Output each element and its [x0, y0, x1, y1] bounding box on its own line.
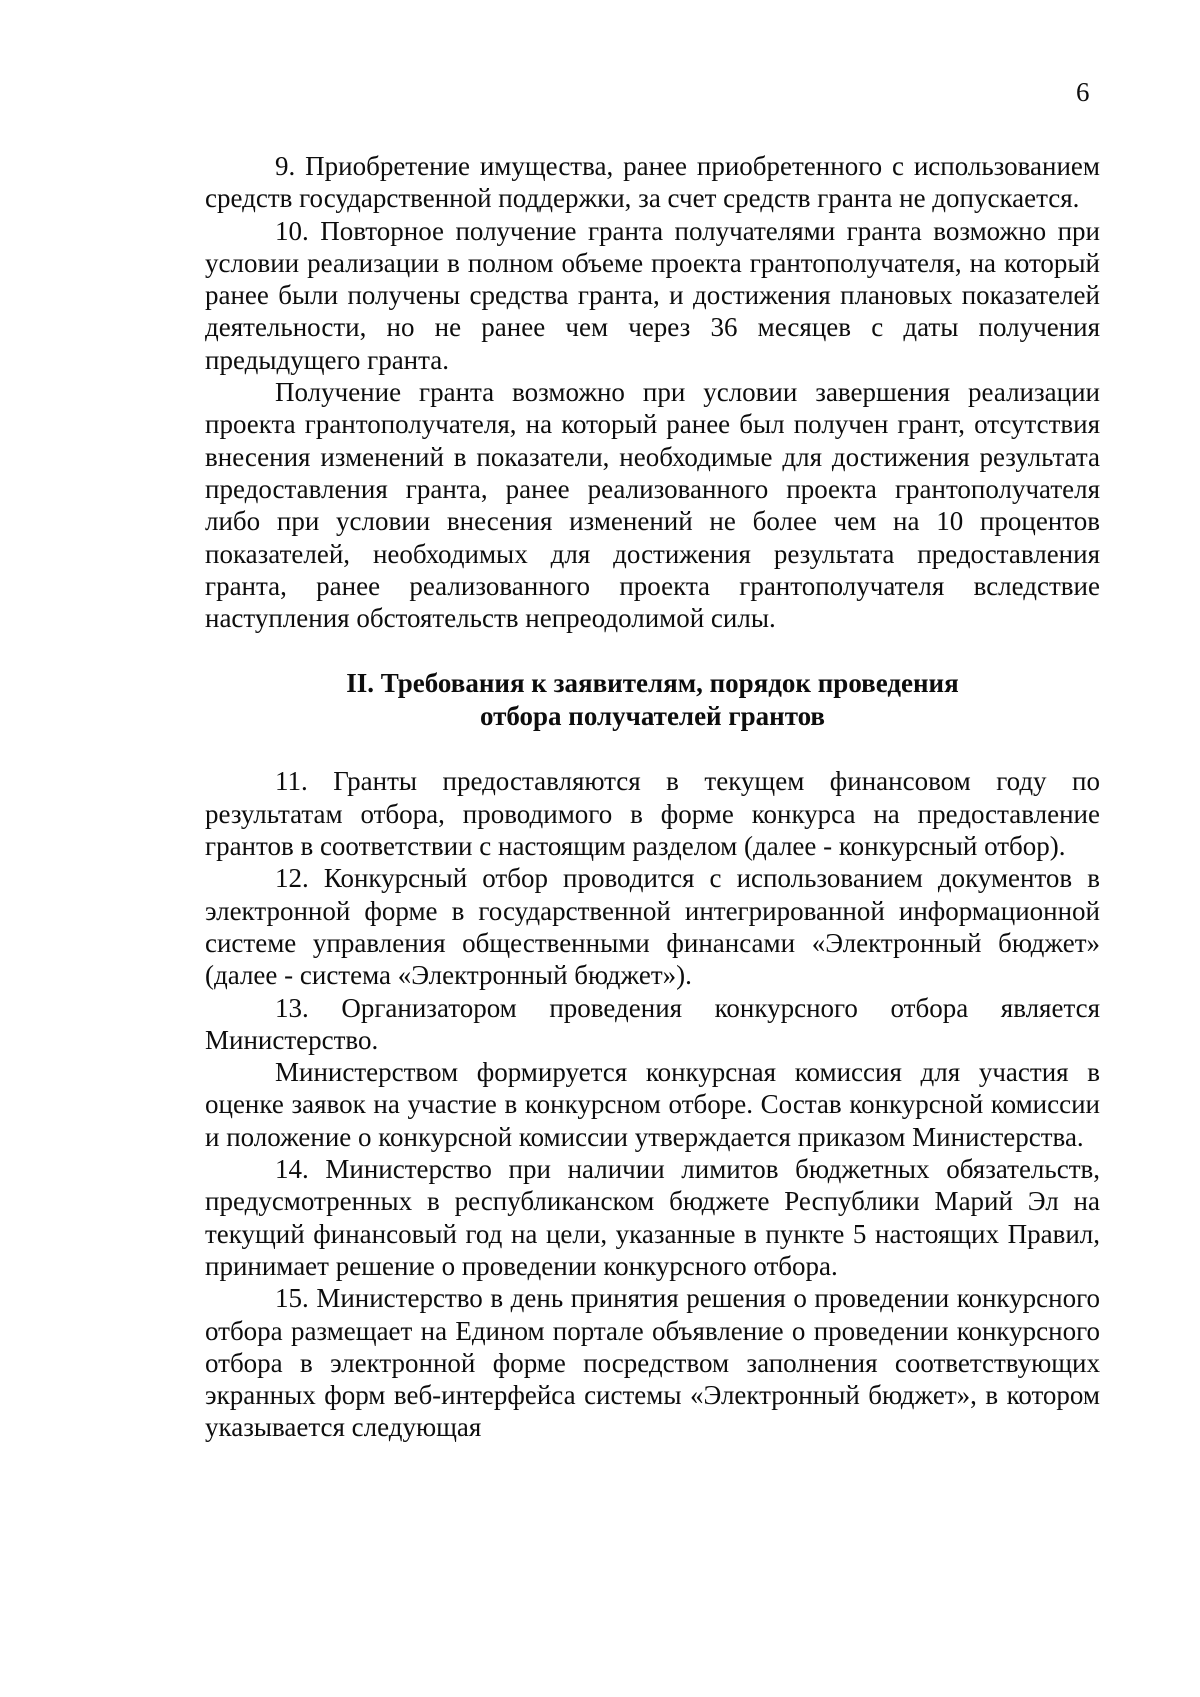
paragraph-14: 14. Министерство при наличии лимитов бюджетных обязательств, предусмотренных в республиканском бюджете Республики Марий Эл на текущий финансовый год на цели, указанные в пункте 5 настоящих Правил, принимает решение о проведении конкурсного отбора.	[205, 1154, 1100, 1281]
paragraph-9: 9. Приобретение имущества, ранее приобретенного с использованием средств государственной поддержки, за счет средств гранта не допускается.	[205, 151, 1100, 214]
paragraph-13: 13. Организатором проведения конкурсного отбора является Министерство.	[205, 992, 1100, 1055]
paragraph-10-continuation: Получение гранта возможно при условии завершения реализации проекта грантополучателя, на который ранее был получен грант, отсутствия внесения изменений в показатели, необходимые для достижения результата предоставления гранта, ранее реализованного проекта грантополучателя либо при условии внесения изменений не более чем на 10 процентов показателей, необходимых для достижения результата предоставления гранта, ранее реализованного проекта грантополучателя вследствие наступления обстоятельств непреодолимой силы.	[205, 377, 1100, 634]
section-heading-line-1: II. Требования к заявителям, порядок проведения	[346, 668, 959, 699]
paragraph-12: 12. Конкурсный отбор проводится с использованием документов в электронной форме в государственной интегрированной информационной системе управления общественными финансами «Электронный бюджет» (далее - система «Электронный бюджет»).	[205, 863, 1100, 991]
page-number: 6	[1076, 77, 1090, 107]
paragraph-13-continuation: Министерством формируется конкурсная комиссия для участия в оценке заявок на участие в конкурсном отборе. Состав конкурсной комиссии и положение о конкурсной комиссии утверждается приказом Министерства.	[205, 1057, 1100, 1152]
paragraph-11: 11. Гранты предоставляются в текущем финансовом году по результатам отбора, проводимого в форме конкурса на предоставление грантов в соответствии с настоящим разделом (далее - конкурсный отбор).	[205, 766, 1100, 862]
paragraph-10: 10. Повторное получение гранта получателями гранта возможно при условии реализации в полном объеме проекта грантополучателя, на который ранее были получены средства гранта, и достижения плановых показателей деятельности, но не ранее чем через 36 месяцев с даты получения предыдущего гранта.	[205, 215, 1100, 375]
paragraph-15: 15. Министерство в день принятия решения о проведении конкурсного отбора размещает на Едином портале объявление о проведении конкурсного отбора в электронной форме посредством заполнения соответствующих экранных форм веб-интерфейса системы «Электронный бюджет», в котором указывается следующая	[205, 1283, 1100, 1443]
section-heading	[205, 667, 1100, 733]
section-heading-line-2: отбора получателей грантов	[479, 701, 826, 732]
